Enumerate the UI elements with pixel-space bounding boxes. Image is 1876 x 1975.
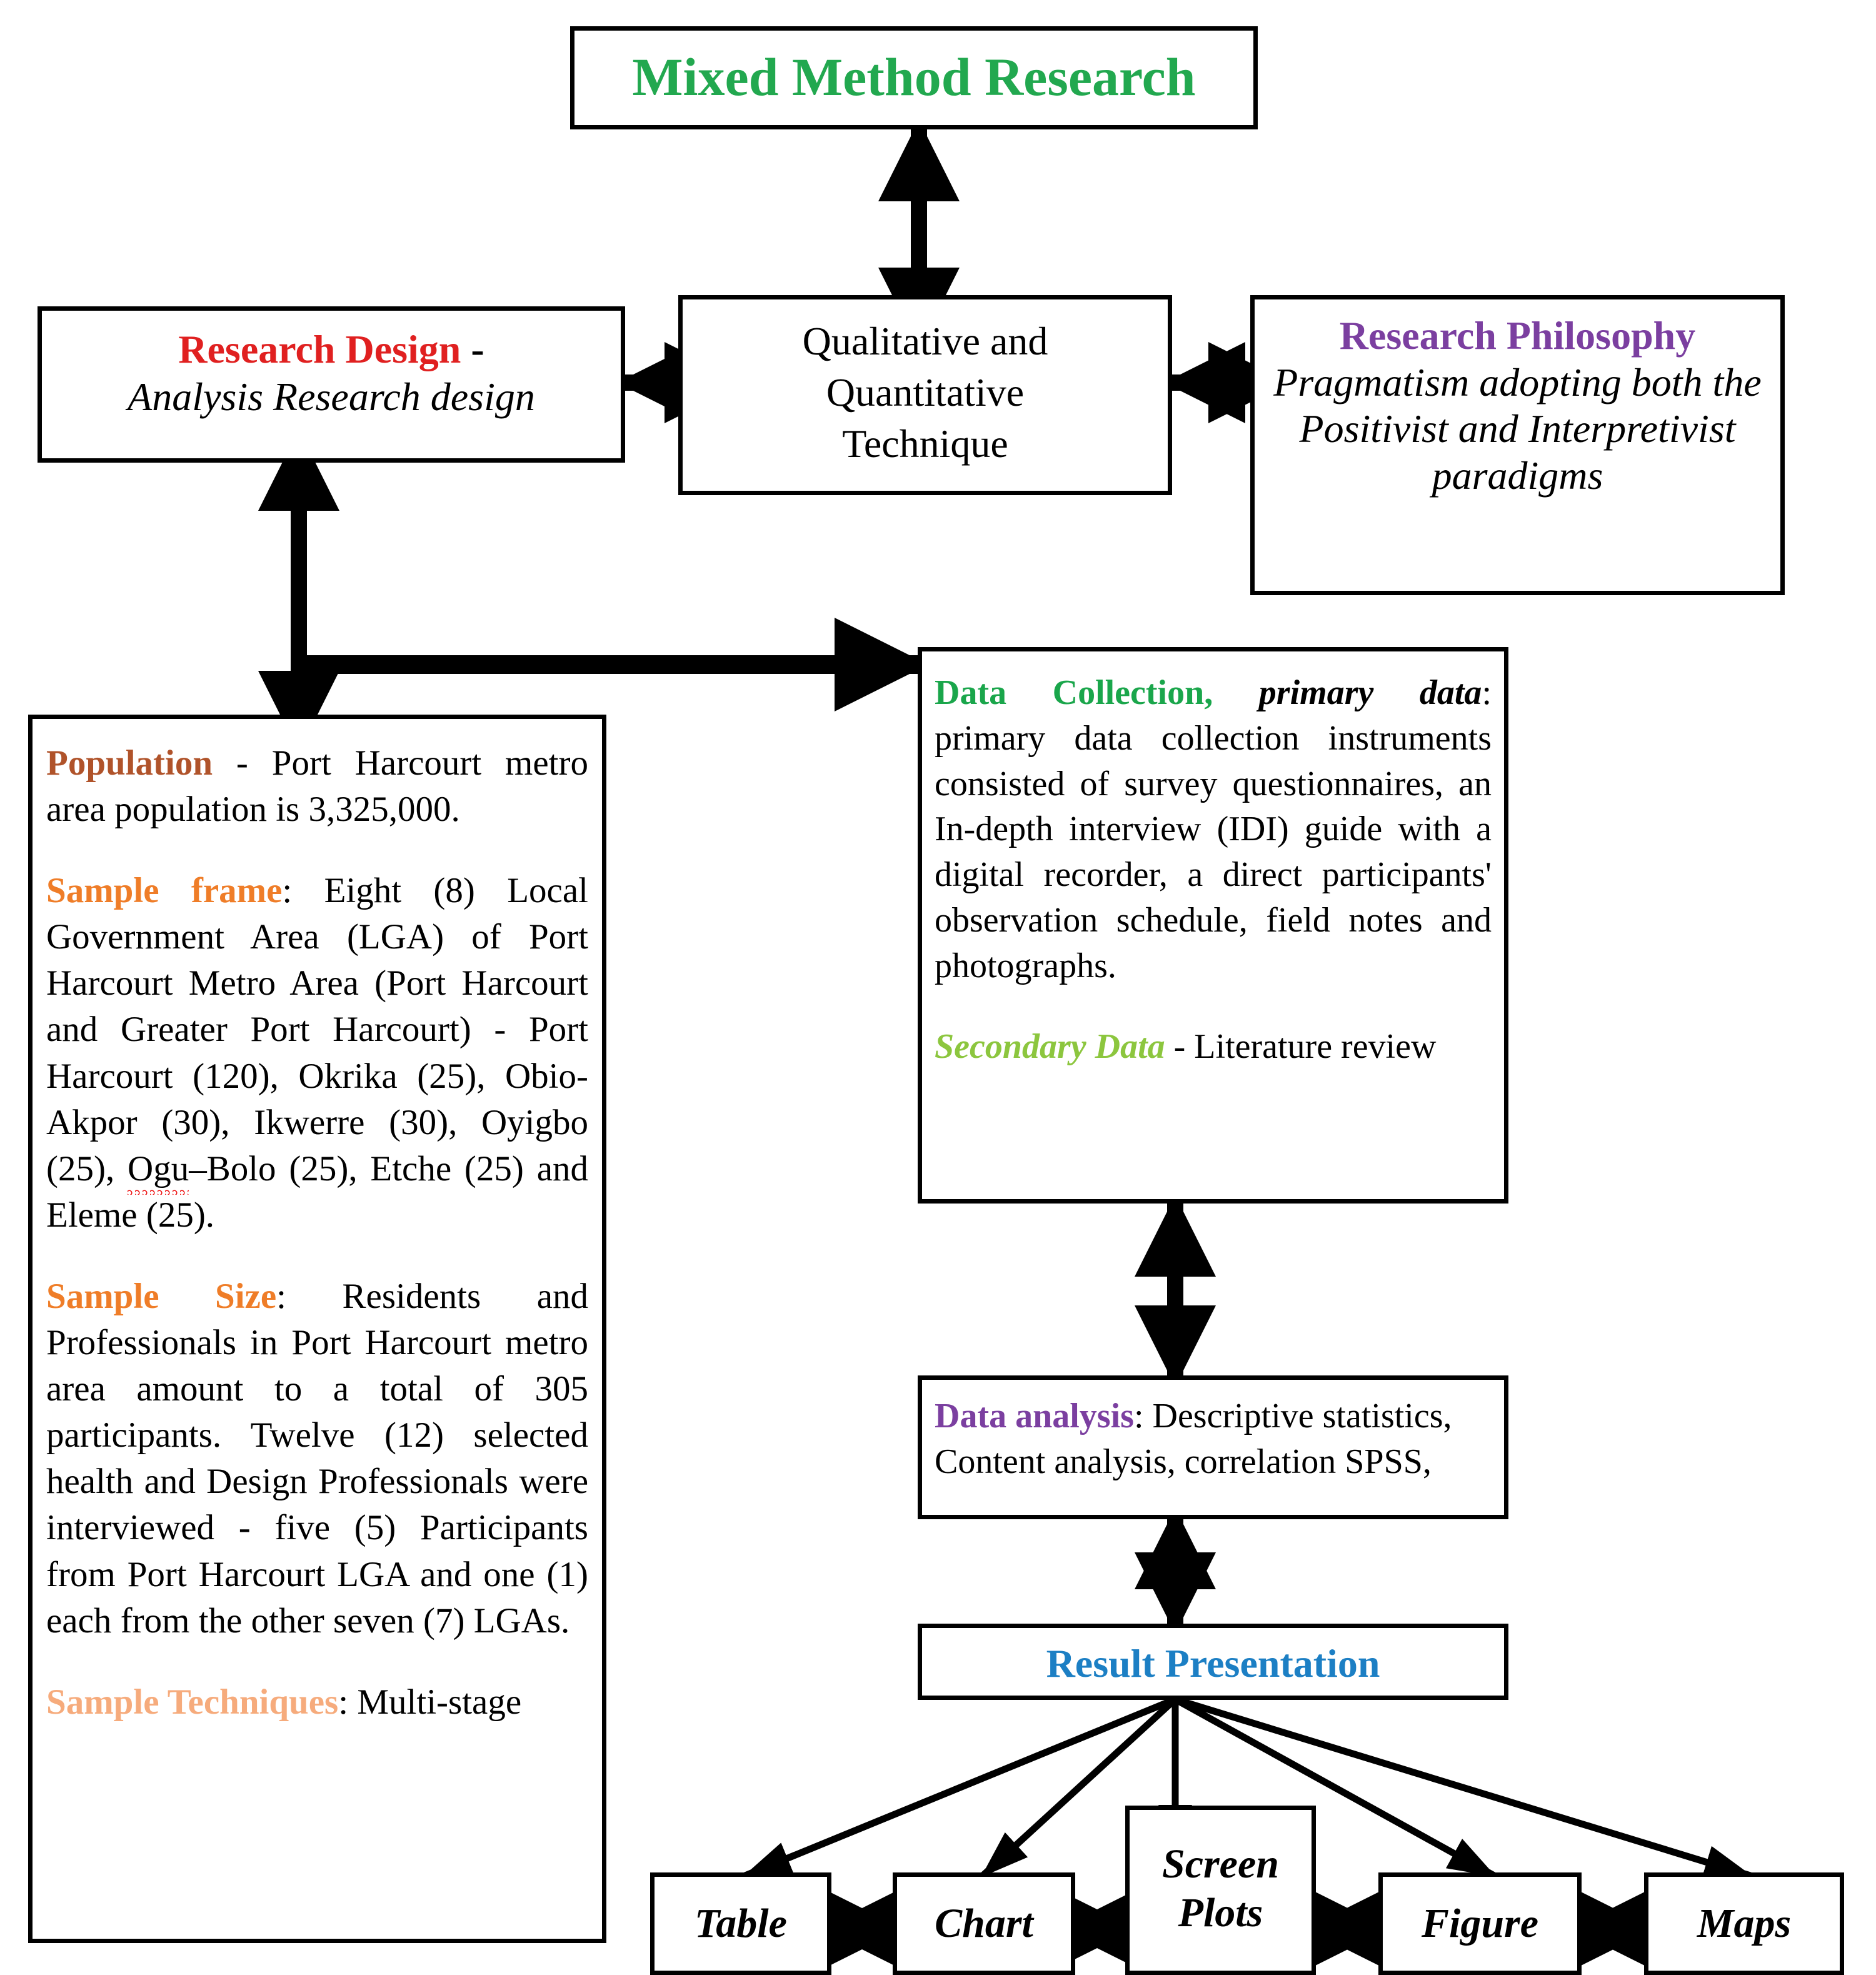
sample-frame-text-a: : Eight (8) Local Government Area (LGA) of Port Harcourt Metro Area (Port Harcourt and Greater Port Harcourt) - Port Harcourt (120), Okrika (25), Obio-Akpor (30), Ikwerre (30), Oyigbo (25), [46,871,588,1189]
node-mixed-method-research[interactable] [570,26,1258,129]
primary-data-text: : primary data collection instruments consisted of survey questionnaires, an In-depth interview (IDI) guide with a digital recorder, a direct participants' observation schedule, field notes and photographs. [935,673,1492,985]
sample-size-label: Sample Size [46,1276,277,1316]
sample-techniques-label: Sample Techniques [46,1682,339,1722]
mixed-method-research-label: Mixed Method Research [632,47,1196,107]
population-label: Population [46,743,213,783]
research-philosophy-heading: Research Philosophy [1339,313,1696,358]
data-analysis-label: Data analysis [935,1397,1134,1435]
node-output-chart[interactable] [893,1872,1075,1975]
technique-line-2: Quantitative [826,369,1025,415]
secondary-data-label: Secondary Data [935,1027,1165,1066]
spacer-4 [935,989,1492,1024]
node-result-presentation[interactable] [918,1624,1508,1700]
data-collection-heading: Data Collection, [935,673,1213,712]
node-output-screen-plots[interactable] [1125,1806,1316,1975]
spacer-3 [46,1644,588,1679]
output-screen-plots-line-1: Screen [1162,1841,1279,1887]
output-figure-label: Figure [1421,1901,1539,1946]
data-collection-paragraph [935,670,1492,989]
sample-techniques-text: : Multi-stage [338,1682,522,1722]
result-presentation-label: Result Presentation [1046,1641,1380,1686]
output-chart-label: Chart [935,1901,1033,1946]
node-research-philosophy[interactable] [1250,295,1785,595]
node-research-design[interactable] [38,306,625,463]
node-output-figure[interactable] [1378,1872,1582,1975]
research-philosophy-body: Pragmatism adopting both the Positivist and Interpretivist paradigms [1273,359,1762,498]
spacer-1 [46,833,588,868]
sample-frame-paragraph [46,868,588,1239]
technique-line-1: Qualitative and [802,319,1048,363]
research-design-heading: Research Design [178,327,461,371]
output-table-label: Table [695,1901,787,1946]
sample-frame-label: Sample frame [46,871,283,911]
population-text: - Port Harcourt metro area population is 3,325,000. [46,743,588,830]
node-output-table[interactable] [650,1872,831,1975]
technique-line-3: Technique [842,421,1008,466]
data-analysis-text: : Descriptive statistics, Content analysis, correlation SPSS, [935,1397,1452,1481]
secondary-data-text: - Literature review [1165,1027,1437,1066]
node-population-sample-panel[interactable] [28,715,606,1943]
sample-techniques-paragraph [46,1679,588,1726]
sample-frame-text-b: –Bolo (25), Etche (25) and Eleme (25). [46,1148,588,1235]
output-maps-label: Maps [1697,1901,1792,1946]
node-output-maps[interactable] [1644,1872,1844,1975]
population-paragraph [46,740,588,833]
research-design-subtitle: Analysis Research design [128,374,535,419]
research-design-dash: - [461,327,484,371]
data-analysis-paragraph [935,1394,1492,1485]
output-screen-plots-line-2: Plots [1178,1889,1263,1936]
spellcheck-underline-ogu: Ogu [128,1149,189,1195]
spacer-2 [46,1239,588,1274]
node-data-analysis[interactable] [918,1375,1508,1519]
node-qualitative-quantitative-technique[interactable] [678,295,1172,495]
node-data-collection[interactable] [918,647,1508,1204]
sample-size-paragraph [46,1274,588,1644]
primary-data-emphasis: primary data [1213,673,1482,712]
sample-size-text: : Residents and Professionals in Port Harcourt metro area amount to a total of 305 participants. Twelve (12) selected health and Design Professionals were interviewed - five (5) Participants from Port Harcourt LGA and one (1) each from the other seven (7) LGAs. [46,1276,588,1641]
secondary-data-paragraph [935,1024,1492,1070]
